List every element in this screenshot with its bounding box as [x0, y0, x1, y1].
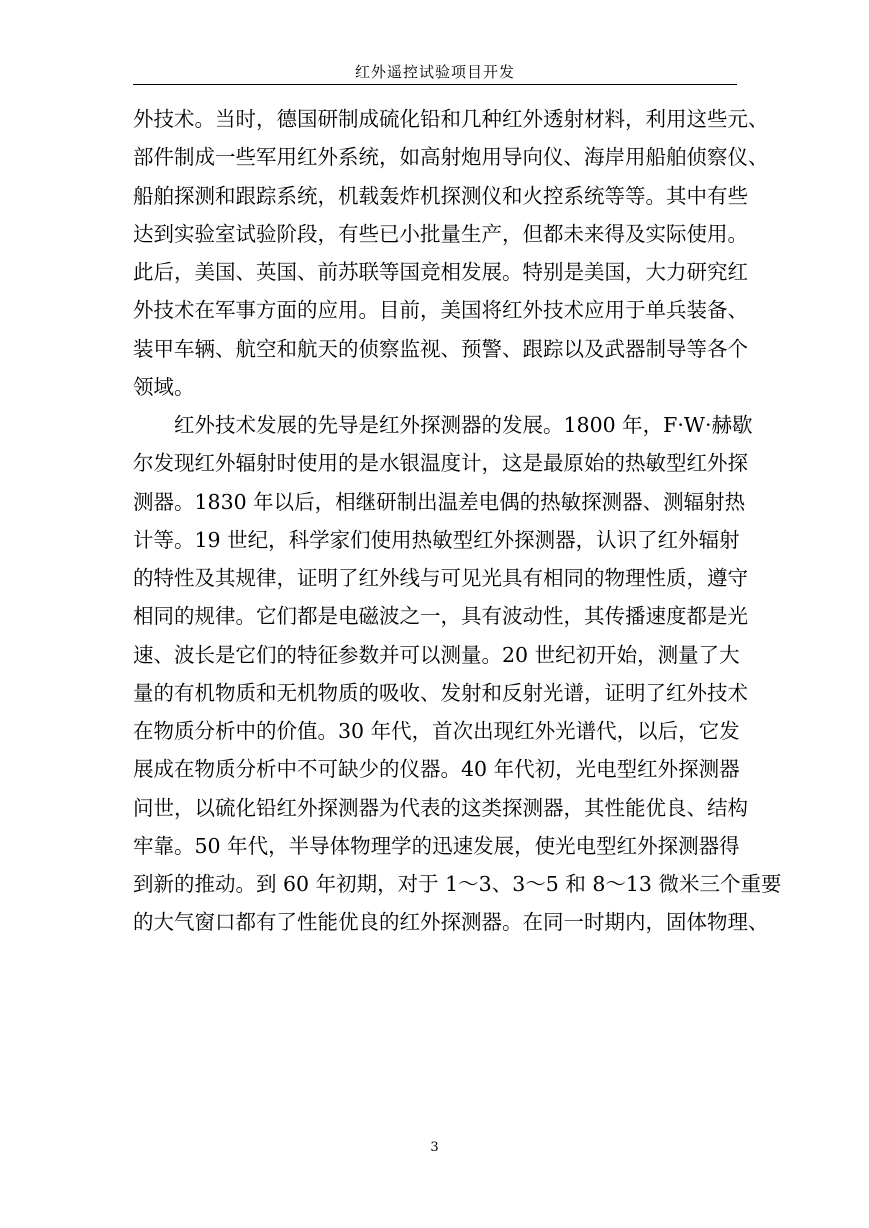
text-line: 达到实验室试验阶段，有些已小批量生产，但都未来得及实际使用。 [133, 221, 748, 246]
text-line: 计等。19 世纪，科学家们使用热敏型红外探测器，认识了红外辐射 [133, 527, 740, 552]
running-header: 红外遥控试验项目开发 [354, 63, 515, 81]
text-line: 相同的规律。它们都是电磁波之一，具有波动性，其传播速度都是光 [133, 604, 748, 629]
text-line: 的大气窗口都有了性能优良的红外探测器。在同一时期内，固体物理、 [133, 910, 769, 935]
text-line: 外技术。当时，德国研制成硫化铅和几种红外透射材料，利用这些元、 [133, 107, 769, 131]
paragraph-2 [133, 406, 782, 942]
text-line: 的特性及其规律，证明了红外线与可见光具有相同的物理性质，遵守 [133, 566, 748, 590]
text-line: 船舶探测和跟踪系统，机载轰炸机探测仪和火控系统等等。其中有些 [133, 183, 748, 208]
text-line: 问世，以硫化铅红外探测器为代表的这类探测器，其性能优良、结构 [133, 795, 748, 820]
text-line: 装甲车辆、航空和航天的侦察监视、预警、跟踪以及武器制导等各个 [133, 336, 748, 361]
text-line: 牢靠。50 年代，半导体物理学的迅速发展，使光电型红外探测器得 [133, 833, 740, 858]
text-line: 在物质分析中的价值。30 年代，首次出现红外光谱代，以后，它发 [133, 719, 740, 743]
text-line: 测器。1830 年以后，相继研制出温差电偶的热敏探测器、测辐射热 [133, 489, 746, 514]
header-rule [133, 84, 737, 85]
text-line: 部件制成一些军用红外系统，如高射炮用导向仪、海岸用船舶侦察仪、 [133, 145, 769, 170]
paragraph-1 [133, 100, 769, 406]
body-text [133, 100, 782, 942]
text-line: 展成在物质分析中不可缺少的仪器。40 年代初，光电型红外探测器 [133, 757, 740, 782]
text-line: 红外技术发展的先导是红外探测器的发展。1800 年，F·W·赫歇 [174, 413, 753, 437]
page-number: 3 [430, 1140, 439, 1155]
text-line: 领域。 [133, 374, 195, 399]
text-line: 到新的推动。到 60 年初期，对于 1～3、3～5 和 8～13 微米三个重要 [133, 872, 782, 896]
text-line: 速、波长是它们的特征参数并可以测量。20 世纪初开始，测量了大 [133, 642, 740, 667]
text-line: 量的有机物质和无机物质的吸收、发射和反射光谱，证明了红外技术 [133, 680, 748, 705]
text-line: 外技术在军事方面的应用。目前，美国将红外技术应用于单兵装备、 [133, 298, 748, 323]
text-line: 尔发现红外辐射时使用的是水银温度计，这是最原始的热敏型红外探 [133, 451, 748, 476]
text-line: 此后，美国、英国、前苏联等国竞相发展。特别是美国，大力研究红 [133, 260, 748, 284]
